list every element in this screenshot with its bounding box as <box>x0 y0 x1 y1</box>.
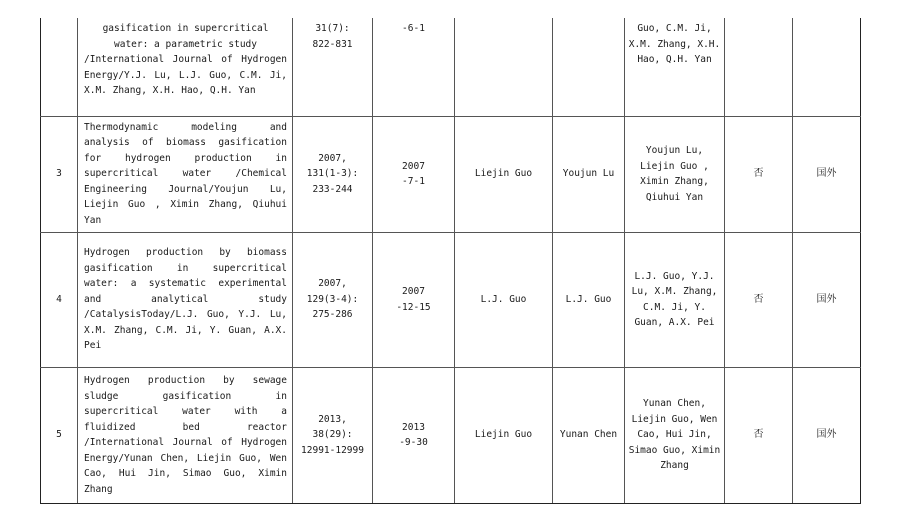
table-row <box>41 116 861 232</box>
corresponding-author-cell: Youjun Lu <box>553 116 625 232</box>
paper-title-cell <box>78 18 293 116</box>
publication-table <box>40 18 861 504</box>
date-line: 2007 <box>402 160 425 172</box>
volume-line: 275-286 <box>312 309 353 321</box>
first-author-cell: Liejin Guo <box>455 116 553 232</box>
title-line: /International Journal of Hydrogen <box>84 54 287 65</box>
volume-pages-cell <box>293 116 373 232</box>
all-authors-cell <box>625 367 725 503</box>
author-line: Cao, Hui Jin, <box>637 429 712 441</box>
title-line: /International Journal of Hydrogen <box>84 437 287 448</box>
paper-title-cell <box>78 116 293 232</box>
date-line: -6-1 <box>402 23 425 34</box>
all-authors-cell <box>625 18 725 116</box>
region-cell: 国外 <box>793 232 861 367</box>
date-line: 2007 <box>402 286 425 297</box>
volume-line: 233-244 <box>312 183 353 195</box>
volume-pages-cell <box>293 18 373 116</box>
volume-pages-cell <box>293 367 373 503</box>
author-line: Hao, Q.H. Yan <box>637 54 712 65</box>
table-row <box>41 232 861 367</box>
title-line: gasification in supercritical <box>84 262 287 274</box>
volume-line: 12991-12999 <box>301 444 364 456</box>
title-line: sludge gasification in <box>84 390 287 402</box>
volume-line: 129(3-4): <box>306 293 359 305</box>
title-line: Thermodynamic modeling and <box>84 121 287 133</box>
flag-cell <box>725 18 793 116</box>
author-line: X.M. Zhang, X.H. <box>628 38 721 50</box>
row-number-cell <box>41 18 78 116</box>
author-line: Youjun Lu, <box>645 145 704 156</box>
first-author-cell: Liejin Guo <box>455 367 553 503</box>
volume-line: 2013, <box>318 413 347 425</box>
title-line: Engineering Journal/Youjun Lu, <box>84 183 287 195</box>
volume-pages-cell <box>293 232 373 367</box>
title-line: Liejin Guo , Ximin Zhang, Qiuhui Yan <box>84 199 287 226</box>
author-line: Zhang <box>660 460 689 472</box>
region-cell: 国外 <box>793 367 861 503</box>
author-line: Liejin Guo, Wen <box>631 413 718 425</box>
publish-date-cell <box>373 367 455 503</box>
row-number-cell: 4 <box>41 232 78 367</box>
volume-line: 131(1-3): <box>306 168 359 180</box>
volume-line: 2007, <box>318 278 347 290</box>
publication-table-page <box>40 18 860 504</box>
title-line: and analytical study <box>84 293 287 305</box>
volume-line: 2007, <box>318 152 347 164</box>
paper-title-cell <box>78 367 293 503</box>
table-row <box>41 18 861 116</box>
table-row <box>41 367 861 503</box>
row-number-cell: 5 <box>41 367 78 503</box>
author-line: C.M. Ji, Y. <box>643 301 706 313</box>
date-line: 2013 <box>402 421 425 433</box>
volume-line: 822-831 <box>312 38 353 50</box>
title-line: supercritical water with a <box>84 406 287 417</box>
region-cell: 国外 <box>793 116 861 232</box>
title-line: water: a parametric study <box>114 38 257 50</box>
corresponding-author-cell: L.J. Guo <box>553 232 625 367</box>
corresponding-author-cell <box>553 18 625 116</box>
author-line: Liejin Guo , <box>640 160 709 172</box>
publish-date-cell <box>373 232 455 367</box>
author-line: Yunan Chen, <box>643 398 706 410</box>
author-line: Lu, X.M. Zhang, <box>631 286 718 297</box>
date-line: -9-30 <box>399 437 428 448</box>
title-line: for hydrogen production in <box>84 152 287 164</box>
volume-line: 38(29): <box>312 429 353 441</box>
title-line: Hydrogen production by sewage <box>84 375 287 386</box>
title-line: Energy/Y.J. Lu, L.J. Guo, C.M. Ji, <box>84 69 287 81</box>
author-line: Qiuhui Yan <box>645 191 704 203</box>
title-line: gasification in supercritical <box>102 23 269 34</box>
flag-cell: 否 <box>725 232 793 367</box>
all-authors-cell <box>625 232 725 367</box>
author-line: Simao Guo, Ximin <box>628 444 721 456</box>
date-line: -12-15 <box>396 301 431 313</box>
flag-cell: 否 <box>725 116 793 232</box>
publish-date-cell <box>373 18 455 116</box>
volume-line: 31(7): <box>315 23 350 34</box>
title-line: water: a systematic experimental <box>84 278 287 290</box>
first-author-cell <box>455 18 553 116</box>
flag-cell: 否 <box>725 367 793 503</box>
first-author-cell: L.J. Guo <box>455 232 553 367</box>
date-line: -7-1 <box>402 176 425 187</box>
author-line: Guo, C.M. Ji, <box>637 23 712 34</box>
corresponding-author-cell: Yunan Chen <box>553 367 625 503</box>
row-number-cell: 3 <box>41 116 78 232</box>
author-line: Ximin Zhang, <box>640 176 709 187</box>
title-line: supercritical water /Chemical <box>84 168 287 180</box>
title-line: analysis of biomass gasification <box>84 137 287 149</box>
title-line: Cao, Hui Jin, Simao Guo, Ximin Zhang <box>84 468 287 495</box>
region-cell <box>793 18 861 116</box>
title-line: Hydrogen production by biomass <box>84 247 287 259</box>
title-line: Pei <box>84 340 102 352</box>
title-line: X.M. Zhang, C.M. Ji, Y. Guan, A.X. <box>84 324 287 336</box>
paper-title-cell <box>78 232 293 367</box>
title-line: Energy/Yunan Chen, Liejin Guo, Wen <box>84 452 287 464</box>
publish-date-cell <box>373 116 455 232</box>
author-line: L.J. Guo, Y.J. <box>634 270 715 282</box>
all-authors-cell <box>625 116 725 232</box>
title-line: X.M. Zhang, X.H. Hao, Q.H. Yan <box>84 85 256 96</box>
title-line: /CatalysisToday/L.J. Guo, Y.J. Lu, <box>84 309 287 321</box>
author-line: Guan, A.X. Pei <box>634 317 715 328</box>
title-line: fluidized bed reactor <box>84 421 287 433</box>
